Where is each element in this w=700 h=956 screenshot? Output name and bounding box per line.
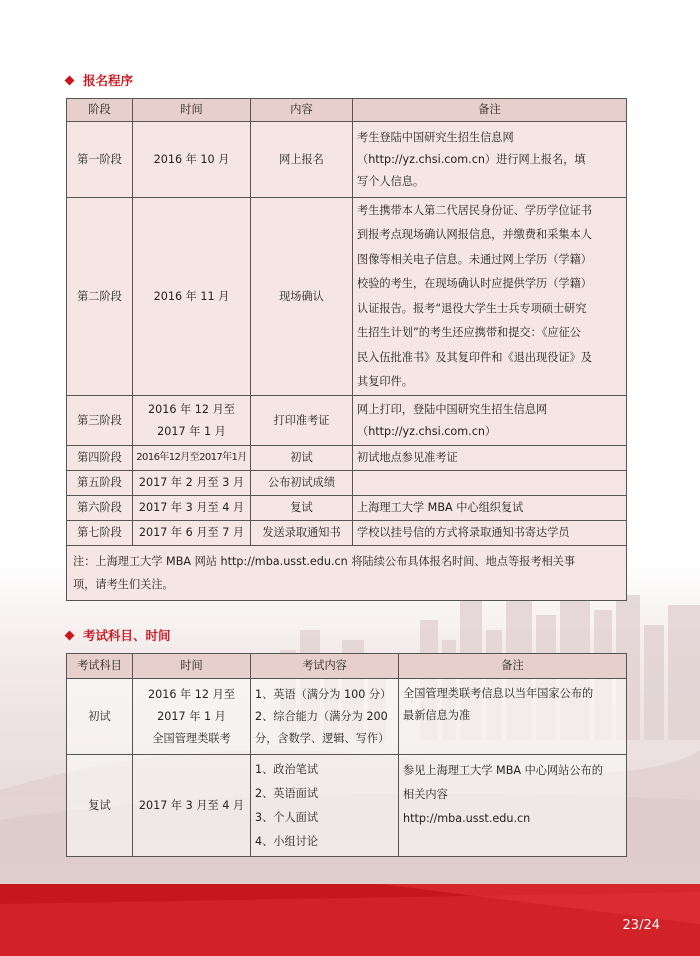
content-line: 3、个人面试	[255, 810, 319, 824]
header-cell: 考试科目	[67, 654, 133, 679]
time-cell	[133, 446, 251, 471]
section-heading-exam-subjects	[66, 626, 171, 644]
time-line: 2017 年 1 月	[157, 709, 226, 723]
content-cell: 发送录取通知书	[251, 521, 353, 546]
content-cell: 现场确认	[251, 198, 353, 396]
content-cell: 公布初试成绩	[251, 471, 353, 496]
stage-cell: 第五阶段	[67, 471, 133, 496]
header-cell: 备注	[399, 654, 627, 679]
header-cell: 备注	[353, 99, 627, 122]
stage-cell: 第一阶段	[67, 122, 133, 198]
time-line: 2017 年 3 月至 4 月	[138, 501, 245, 514]
time-line: 2016 年 10 月	[153, 152, 230, 166]
header-cell: 时间	[133, 654, 251, 679]
time-cell	[133, 198, 251, 396]
header-cell: 时间	[133, 99, 251, 122]
section-title: 报名程序	[83, 73, 134, 88]
content-line: 1、政治笔试	[255, 762, 319, 776]
time-line: 2016年12月至2017年1月	[136, 452, 247, 463]
table-row	[67, 446, 627, 471]
stage-cell: 第六阶段	[67, 496, 133, 521]
content-line: 2、综合能力（满分为 200	[255, 709, 388, 723]
note-line: 到报考点现场确认网报信息，并缴费和采集本人	[357, 228, 592, 241]
note-line: 图像等相关电子信息。未通过网上学历（学籍）	[357, 252, 592, 266]
footnote-line: 注：上海理工大学 MBA 网站 http://mba.usst.edu.cn 将陆续公布具体报名时间、地点等报考相关事	[73, 555, 576, 568]
page-number: 23/24	[622, 918, 660, 933]
content-cell: 网上报名	[251, 122, 353, 198]
content-cell: 打印准考证	[251, 396, 353, 446]
time-line: 2017 年 6 月至 7 月	[138, 526, 245, 539]
registration-procedure-table	[66, 98, 627, 601]
note-line: 学校以挂号信的方式将录取通知书寄达学员	[357, 526, 570, 539]
stage-cell: 第二阶段	[67, 198, 133, 396]
time-line: 2017 年 3 月至 4 月	[138, 798, 245, 812]
table-row	[67, 471, 627, 496]
time-cell	[133, 521, 251, 546]
table-row	[67, 496, 627, 521]
time-cell	[133, 496, 251, 521]
time-cell	[133, 396, 251, 446]
table-row	[67, 521, 627, 546]
note-cell	[353, 446, 627, 471]
table-footnote-row	[67, 546, 627, 601]
content-line: 4、小组讨论	[255, 834, 319, 848]
subject-cell: 初试	[67, 679, 133, 755]
exam-subjects-table	[66, 653, 627, 857]
table-row	[67, 755, 627, 857]
exam-content-cell	[251, 755, 399, 857]
time-cell	[133, 679, 251, 755]
section-heading-registration	[66, 71, 133, 89]
note-line: 其复印件。	[357, 375, 413, 388]
stage-cell: 第七阶段	[67, 521, 133, 546]
table-header-row	[67, 99, 627, 122]
diamond-bullet-icon	[65, 75, 75, 85]
footnote-cell	[67, 546, 627, 601]
table-header-row	[67, 654, 627, 679]
note-line: 参见上海理工大学 MBA 中心网站公布的	[403, 764, 603, 777]
note-line: http://mba.usst.edu.cn	[403, 812, 531, 825]
note-line: 上海理工大学 MBA 中心组织复试	[357, 501, 524, 514]
diamond-bullet-icon	[65, 630, 75, 640]
header-cell: 考试内容	[251, 654, 399, 679]
table-row	[67, 122, 627, 198]
table-row	[67, 679, 627, 755]
note-cell	[353, 496, 627, 521]
stage-cell: 第三阶段	[67, 396, 133, 446]
time-cell	[133, 755, 251, 857]
content-cell: 复试	[251, 496, 353, 521]
time-line: 2017 年 1 月	[157, 424, 226, 438]
note-line: 相关内容	[403, 788, 448, 801]
content-line: 1、英语（满分为 100 分）	[255, 687, 392, 701]
note-line: 民入伍批准书》及其复印件和《退出现役证》及	[357, 350, 592, 364]
footnote-line: 项，请考生们关注。	[73, 578, 174, 591]
note-line: （http://yz.chsi.com.cn）	[357, 424, 497, 438]
note-line: 写个人信息。	[357, 174, 425, 188]
note-cell	[353, 471, 627, 496]
time-line: 全国管理类联考	[152, 731, 231, 745]
content-cell: 初试	[251, 446, 353, 471]
note-line: 考生登陆中国研究生招生信息网	[357, 130, 514, 144]
note-line: 网上打印，登陆中国研究生招生信息网	[357, 402, 548, 416]
header-cell: 内容	[251, 99, 353, 122]
time-cell	[133, 471, 251, 496]
note-cell	[399, 755, 627, 857]
note-line: 初试地点参见准考证	[357, 451, 458, 464]
note-line: 生招生计划”的考生还应携带和提交：《应征公	[357, 326, 581, 339]
note-line: 认证报告。报考“退役大学生士兵专项硕士研究	[357, 301, 587, 315]
table-row	[67, 198, 627, 396]
time-cell	[133, 122, 251, 198]
time-line: 2017 年 2 月至 3 月	[138, 476, 245, 489]
subject-cell: 复试	[67, 755, 133, 857]
note-line: 校验的考生，在现场确认时应提供学历（学籍）	[357, 277, 592, 290]
footer-red-band	[0, 884, 700, 956]
note-line: 最新信息为准	[403, 709, 471, 722]
time-line: 2016 年 12 月至	[148, 687, 235, 701]
note-cell	[353, 122, 627, 198]
content-line: 分，含数学、逻辑、写作）	[255, 731, 390, 745]
header-cell: 阶段	[67, 99, 133, 122]
note-line: 全国管理类联考信息以当年国家公布的	[403, 687, 594, 700]
section-title: 考试科目、时间	[83, 628, 171, 643]
time-line: 2016 年 11 月	[153, 289, 230, 303]
note-cell	[353, 521, 627, 546]
exam-content-cell	[251, 679, 399, 755]
content-line: 2、英语面试	[255, 786, 319, 800]
table-row	[67, 396, 627, 446]
note-cell	[399, 679, 627, 755]
note-line: （http://yz.chsi.com.cn）进行网上报名，填	[357, 152, 586, 166]
note-cell	[353, 396, 627, 446]
note-line: 考生携带本人第二代居民身份证、学历学位证书	[357, 203, 592, 217]
stage-cell: 第四阶段	[67, 446, 133, 471]
time-line: 2016 年 12 月至	[148, 402, 235, 416]
note-cell	[353, 198, 627, 396]
